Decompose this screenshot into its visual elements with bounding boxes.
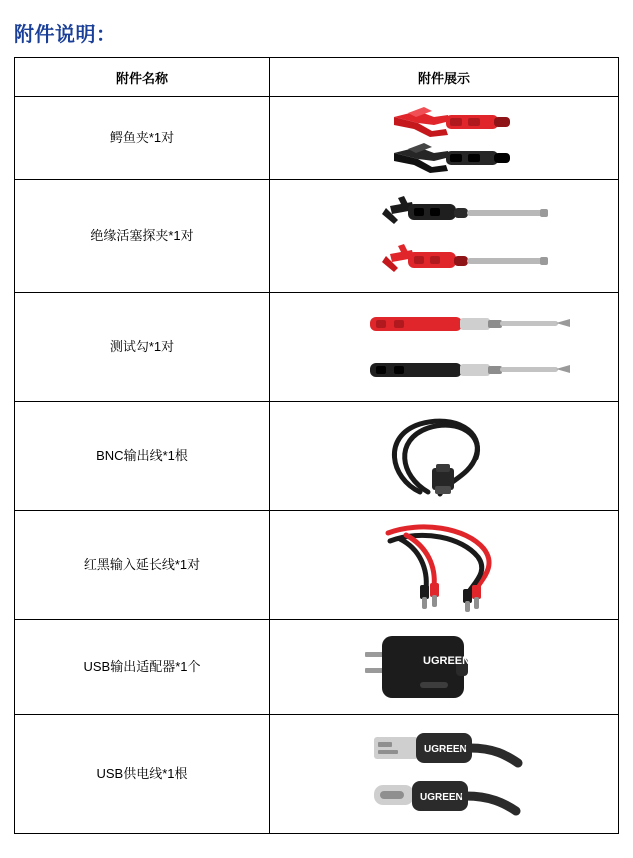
table-row xyxy=(15,402,619,511)
accessory-name: 绝缘活塞探夹*1对 xyxy=(15,180,270,293)
accessory-image-cell xyxy=(270,511,619,620)
test-hooks-icon xyxy=(270,297,619,397)
usb-adapter-icon xyxy=(270,624,619,710)
accessory-image-cell xyxy=(270,180,619,293)
accessory-name: 红黑输入延长线*1对 xyxy=(15,511,270,620)
accessory-name: 鳄鱼夹*1对 xyxy=(15,97,270,180)
usb-adapter-image xyxy=(270,624,619,710)
accessory-image-cell xyxy=(270,715,619,834)
alligator-clips-icon xyxy=(270,101,619,175)
alligator-clips-image xyxy=(270,101,619,175)
usb-cable-icon xyxy=(270,719,619,829)
table-row xyxy=(15,620,619,715)
accessory-image-cell xyxy=(270,97,619,180)
cable-brand-label-b: UGREEN xyxy=(420,792,463,803)
table-row xyxy=(15,293,619,402)
extension-leads-image xyxy=(270,515,619,615)
page-title: 附件说明： xyxy=(14,24,117,46)
cable-brand-label-a: UGREEN xyxy=(424,744,467,755)
table-header-row xyxy=(15,58,619,97)
column-header-demo: 附件展示 xyxy=(270,58,619,97)
accessory-name: 测试勾*1对 xyxy=(15,293,270,402)
accessory-name: USB供电线*1根 xyxy=(15,715,270,834)
table-header xyxy=(15,58,619,97)
accessory-name: BNC输出线*1根 xyxy=(15,402,270,511)
table-row xyxy=(15,715,619,834)
table-row xyxy=(15,511,619,620)
column-header-name: 附件名称 xyxy=(15,58,270,97)
table-row xyxy=(15,97,619,180)
test-hooks-image xyxy=(270,297,619,397)
insulated-piercing-clips-image xyxy=(270,184,619,288)
usb-cable-image xyxy=(270,719,619,829)
extension-leads-icon xyxy=(270,515,619,615)
accessory-image-cell xyxy=(270,620,619,715)
accessory-name: USB输出适配器*1个 xyxy=(15,620,270,715)
bnc-cable-icon xyxy=(270,406,619,506)
table-row xyxy=(15,180,619,293)
bnc-cable-image xyxy=(270,406,619,506)
adapter-brand-label: UGREEN xyxy=(423,655,471,667)
piercing-clips-icon xyxy=(270,184,619,288)
accessory-table xyxy=(14,57,619,834)
accessory-image-cell xyxy=(270,293,619,402)
accessory-description-page xyxy=(0,18,633,858)
accessory-image-cell xyxy=(270,402,619,511)
